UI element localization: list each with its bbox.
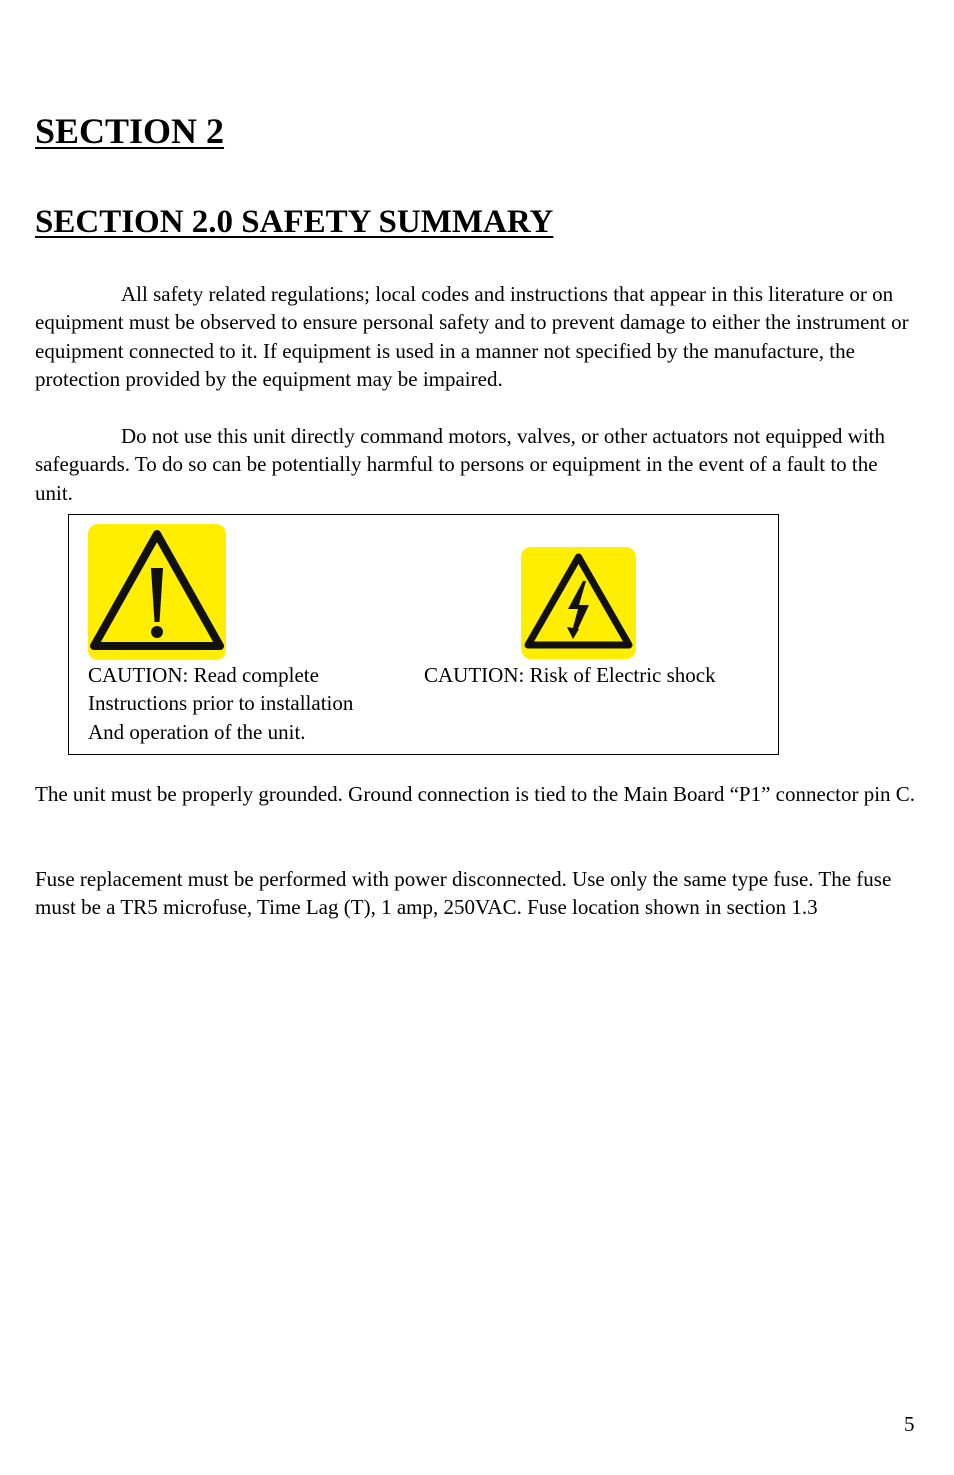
safety-summary-title: SECTION 2.0 SAFETY SUMMARY	[35, 204, 554, 240]
caution-box	[68, 514, 779, 755]
electric-shock-icon	[521, 547, 636, 659]
section-title: SECTION 2	[35, 111, 225, 151]
general-warning-icon	[88, 524, 226, 660]
caution-read-instructions-caption	[88, 661, 353, 746]
safety-regulations-paragraph: All safety related regulations; local codes and instructions that appear in this literature or on equipment must be observed to ensure personal safety and to prevent damage to either the instrument or equipment connected to it. If equipment is used in a manner not specified by the manufacture, the protection provided by the equipment may be impaired.	[35, 282, 909, 392]
caution-electric-shock-caption: CAUTION: Risk of Electric shock	[424, 663, 716, 687]
caption-line: And operation of the unit.	[88, 719, 306, 744]
caption-line: Instructions prior to installation	[88, 691, 354, 716]
caption-line: CAUTION: Read complete	[88, 663, 319, 687]
page-number: 5	[904, 1412, 915, 1436]
actuator-warning-paragraph: Do not use this unit directly command motors, valves, or other actuators not equipped with safeguards. To do so can be potentially harmful to persons or equipment in the event of a fault to the unit.	[35, 424, 886, 505]
grounding-paragraph: The unit must be properly grounded. Ground connection is tied to the Main Board “P1” connector pin C.	[35, 782, 916, 806]
fuse-replacement-paragraph: Fuse replacement must be performed with power disconnected. Use only the same type fuse. The fuse must be a TR5 microfuse, Time Lag (T), 1 amp, 250VAC. Fuse location shown in section 1.3	[35, 867, 892, 920]
